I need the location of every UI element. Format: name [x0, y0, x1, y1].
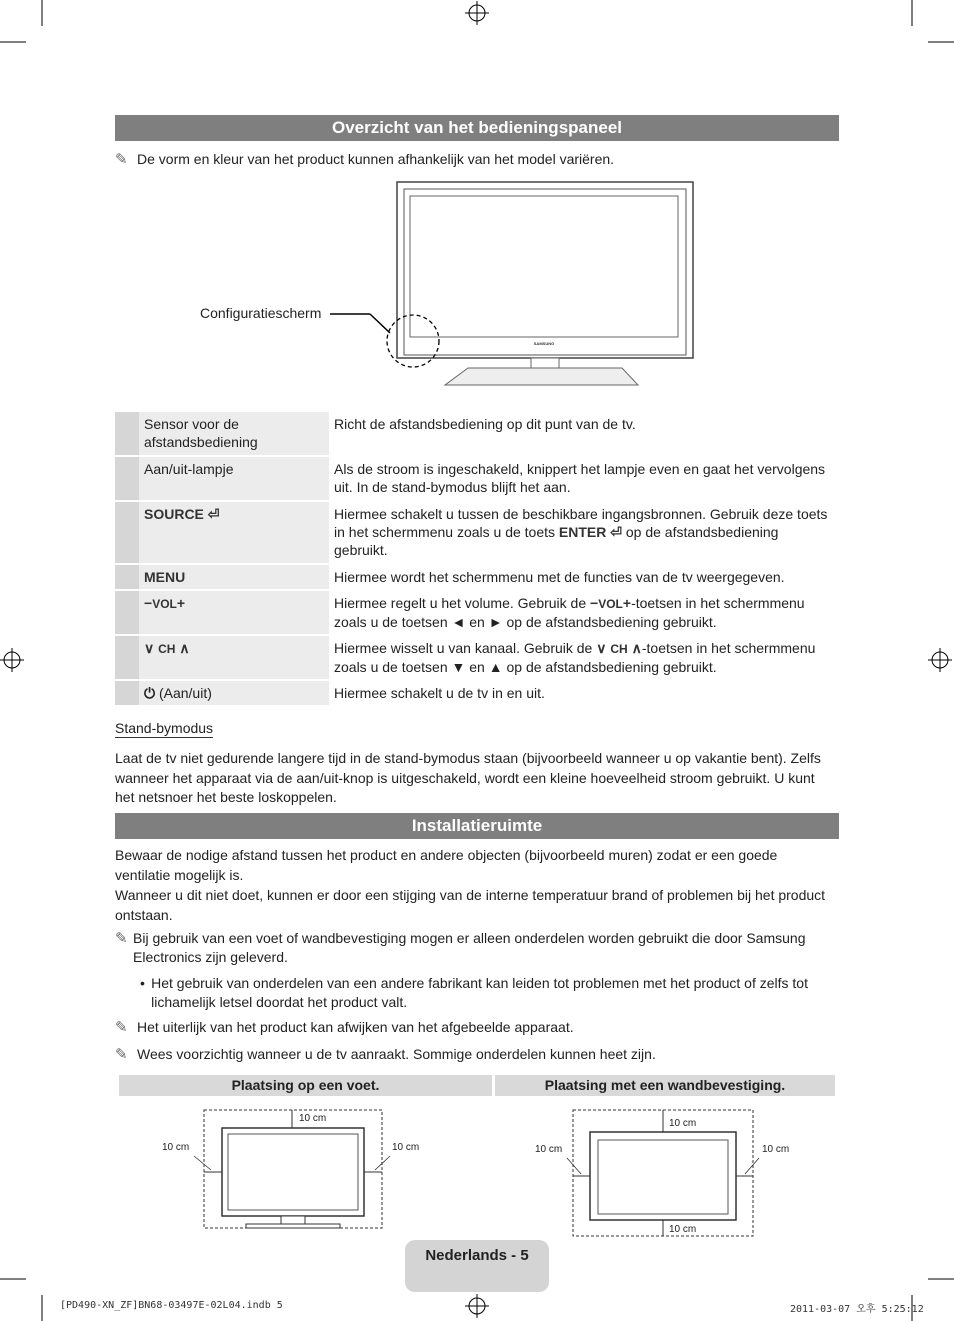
enter-icon: ⏎: [610, 524, 622, 540]
vol-key-text: VOL: [598, 597, 623, 611]
chevron-down-icon: ∨: [596, 640, 607, 656]
row-label-power: (Aan/uit): [158, 685, 212, 701]
row-desc-end: -toetsen in het schermmenu zoals u de toetsen ▼ en ▲ op de afstandsbediening gebruikt.: [334, 640, 816, 675]
footer-timestamp: 2011-03-07 오후 5:25:12: [790, 1304, 924, 1315]
row-desc-end: -toetsen in het schermmenu zoals u de toetsen ◄ en ► op de afstandsbediening gebruikt.: [334, 595, 805, 630]
page-number-tab: Nederlands - 5: [405, 1240, 549, 1292]
note-appearance-text: Het uiterlijk van het product kan afwijken van het afgebeelde apparaat.: [137, 1019, 574, 1035]
wall-diagram: [495, 1100, 835, 1240]
bullet-text: Het gebruik van onderdelen van een andere fabrikant kan leiden tot problemen met het product of zelfs tot lichamelijk letsel doordat het product valt.: [151, 975, 808, 1010]
standby-text: Laat de tv niet gedurende langere tijd in de stand-bymodus staan (bijvoorbeeld wanneer u op vakantie bent). Zelfs wanneer het apparaat via de aan/uit-knop is uitgeschakeld, wordt een kleine hoeveelheid stroom gebruikt. U kunt het netsnoer het beste loskoppelen.: [115, 750, 821, 805]
row-label-volume: VOL: [152, 597, 177, 611]
stand-top-distance: 10 cm: [299, 1113, 327, 1124]
note-appearance: [115, 1018, 574, 1037]
callout-configuration-panel: Configuratiescherm: [200, 305, 322, 321]
table-row: [115, 591, 839, 634]
stand-right-distance: 10 cm: [392, 1142, 420, 1153]
stand-placement-header: Plaatsing op een voet.: [119, 1075, 492, 1096]
footer-file-name: [PD490-XN_ZF]BN68-03497E-02L04.indb 5: [60, 1300, 283, 1311]
row-desc: Hiermee schakelt u tussen de beschikbare ingangsbronnen. Gebruik deze toets in het schermmenu zoals u de toets: [334, 506, 828, 540]
enter-key-text: ENTER: [558, 524, 607, 540]
row-desc: Hiermee wordt het schermmenu met de functies van de tv weergegeven.: [334, 569, 785, 585]
row-label-channel: CH: [158, 642, 176, 656]
row-desc: Hiermee regelt u het volume. Gebruik de: [334, 595, 591, 611]
table-row: [115, 457, 839, 500]
row-label-remote-sensor: Sensor voor de afstandsbediening: [144, 416, 258, 450]
table-row: [115, 502, 839, 563]
note-parts: [115, 929, 815, 967]
pencil-note-icon: ✎: [115, 930, 128, 947]
table-row: [115, 412, 839, 455]
plus-icon: +: [176, 595, 186, 611]
minus-icon: −: [144, 595, 153, 611]
stand-left-distance: 10 cm: [162, 1142, 190, 1153]
note-parts-text: Bij gebruik van een voet of wandbevestiging mogen er alleen onderdelen worden gebruikt die door Samsung Electronics zijn geleverd.: [133, 930, 806, 965]
row-label-menu: MENU: [144, 569, 186, 585]
note-shape-color: ✎ De vorm en kleur van het product kunnen afhankelijk van het model variëren.: [115, 151, 615, 168]
tv-brand-logo: SAMSUNG: [533, 341, 555, 346]
section-title-installation: Installatieruimte: [115, 813, 839, 839]
pencil-note-icon: ✎: [115, 1046, 128, 1063]
chevron-up-icon: ∧: [631, 640, 642, 656]
standby-heading: Stand-bymodus: [115, 720, 214, 736]
row-desc: Hiermee wisselt u van kanaal. Gebruik de: [334, 640, 597, 656]
install-paragraph-2: Wanneer u dit niet doet, kunnen er door een stijging van de interne temperatuur brand of problemen bij het product ontstaan.: [115, 887, 826, 923]
chevron-down-icon: ∨: [144, 640, 155, 656]
ch-key-text: CH: [610, 642, 628, 656]
wall-right-distance: 10 cm: [762, 1144, 790, 1155]
row-desc: Als de stroom is ingeschakeld, knippert het lampje even en gaat het vervolgens uit. In de stand-bymodus blijft het aan.: [334, 461, 826, 495]
control-panel-table: [115, 410, 839, 707]
wall-top-distance: 10 cm: [669, 1118, 697, 1129]
row-desc-end: op de afstandsbediening gebruikt.: [334, 524, 779, 558]
enter-icon: ⏎: [207, 506, 220, 522]
note-hot-parts-text: Wees voorzichtig wanneer u de tv aanraakt. Sommige onderdelen kunnen heet zijn.: [137, 1046, 656, 1062]
tv-illustration: [190, 178, 710, 393]
plus-icon: +: [622, 595, 632, 611]
bullet-icon: •: [140, 975, 145, 991]
bullet-third-party: [140, 974, 830, 1012]
row-desc: Hiermee schakelt u de tv in en uit.: [334, 685, 545, 701]
pencil-note-icon: ✎: [115, 151, 128, 168]
power-icon: ⏻: [144, 685, 156, 701]
row-label-source: SOURCE: [144, 506, 204, 522]
note-hot-parts: [115, 1045, 656, 1064]
table-row: [115, 565, 839, 589]
section-title-control-panel: Overzicht van het bedieningspaneel: [115, 115, 839, 141]
wall-placement-header: Plaatsing met een wandbevestiging.: [495, 1075, 835, 1096]
table-row: [115, 681, 839, 705]
pencil-note-icon: ✎: [115, 1019, 128, 1036]
table-row: [115, 636, 839, 679]
minus-icon: −: [590, 595, 599, 611]
row-desc: Richt de afstandsbediening op dit punt van de tv.: [334, 416, 636, 432]
install-paragraph-1: Bewaar de nodige afstand tussen het product en andere objecten (bijvoorbeeld muren) zodat er een goede ventilatie mogelijk is.: [115, 847, 778, 883]
wall-left-distance: 10 cm: [535, 1144, 563, 1155]
row-label-power-indicator: Aan/uit-lampje: [144, 461, 234, 477]
chevron-up-icon: ∧: [179, 640, 190, 656]
wall-bottom-distance: 10 cm: [669, 1224, 697, 1235]
